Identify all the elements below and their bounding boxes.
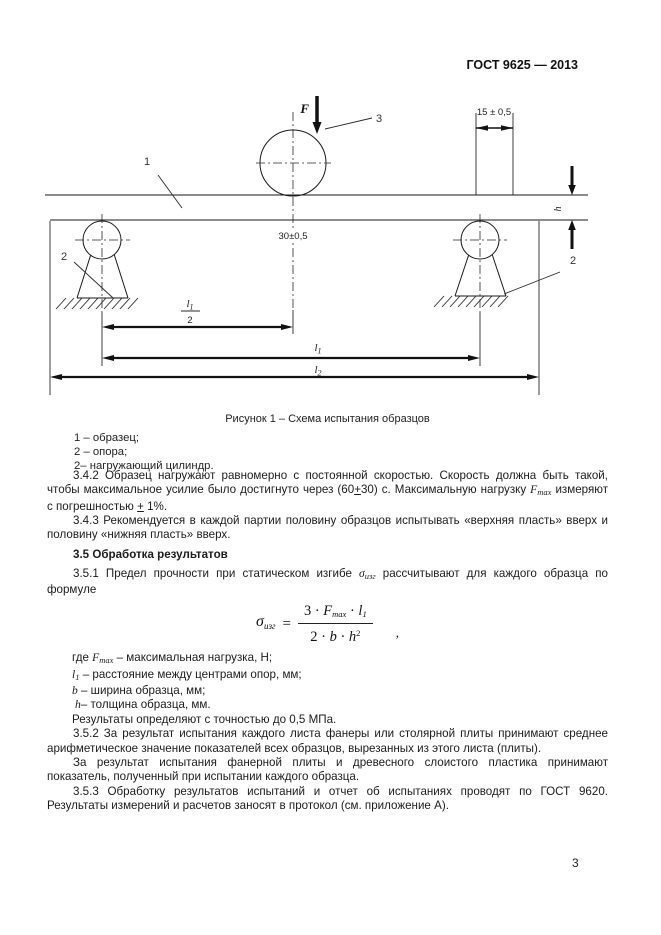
callout-3-label: 3 [376, 113, 383, 125]
figure-caption: Рисунок 1 – Схема испытания образцов [225, 413, 430, 425]
paragraph-3-4-3: 3.4.3 Рекомендуется в каждой партии половину образцов испытывать «верхняя пласть» вверх и половину «нижняя пласть» вверх. [47, 514, 608, 542]
formula-bending-strength: σизг = $\frac{3 \cdot Fmax \cdot l1}{2 \cdot b \cdot h^2}$ , [256, 602, 399, 646]
force-arrow [299, 96, 321, 134]
svg-text:l1: $l_1$ [186, 298, 194, 312]
specimen-callout [144, 156, 182, 208]
callout-2-left-label: 2 [60, 251, 68, 263]
dimension-30-label: 30±0,5 [278, 231, 308, 242]
page-number: 3 [572, 856, 579, 870]
dimension-thickness [553, 166, 576, 249]
paragraph-3-4-2: 3.4.2 Образец нагружают равномерно с постоянной скоростью. Скорость должна быть такой, чтобы максимальное усилие было достигнуто через (60+30) с. Максимальную нагрузку Fmax измеряют с погрешностью + 1%. [47, 469, 609, 513]
cylinder-callout [325, 113, 382, 129]
support-callout-right [504, 255, 576, 294]
heading-3-5: 3.5 Обработка результатов [73, 547, 228, 561]
thickness-label: h [553, 206, 564, 212]
figure-diagram [0, 88, 661, 400]
legend-item: 1 – образец; [74, 432, 139, 444]
formula-numerator: 3 · Fmax · l1 [298, 604, 373, 624]
svg-text:l2: $l_2$ [314, 364, 322, 378]
formula-denominator: $2 \cdot b \cdot h^2$ [310, 628, 361, 646]
paragraph-3-5-3: 3.5.3 Обработку результатов испытаний и отчет об испытаниях проводят по ГОСТ 9620. Результаты измерений и расчетов заносят в протокол (см. приложение А). [47, 784, 608, 812]
formula-lhs: σизг [256, 612, 276, 631]
definition-l1: l1 – расстояние между центрами опор, мм; [72, 667, 302, 682]
dimension-l2 [50, 364, 539, 380]
paragraph-accuracy: Результаты определяют с точностью до 0,5 МПа. [72, 712, 337, 726]
figure-legend [74, 431, 214, 474]
definition-b: b – ширина образца, мм; [72, 684, 206, 698]
paragraph-3-5-2: 3.5.2 За результат испытания каждого листа фанеры или столярной плиты принимают среднее арифметическое значение показателей всех образцов, вырезанных из этого листа (плиты). [47, 727, 608, 755]
dimension-15 [476, 107, 513, 195]
formula-fraction [298, 604, 373, 645]
left-support [56, 214, 138, 366]
dimension-l1 [102, 342, 480, 361]
definition-h: h– толщина образца, мм. [75, 698, 211, 712]
svg-text:2: 2 [187, 315, 193, 326]
dimension-30 [270, 229, 316, 242]
definition-fmax: где Fmax – максимальная нагрузка, Н; [72, 651, 273, 666]
legend-item: 2– нагружающий цилиндр. [74, 460, 214, 473]
body-text [47, 469, 608, 813]
dimension-l1-half [102, 298, 293, 330]
right-support [434, 214, 508, 366]
svg-text:l1: $l_1$ [314, 342, 322, 356]
paragraph-3-5-2-cont: За результат испытания фанерной плиты и древесного слоистого пластика принимают показатель, полученный при испытании каждого образца. [47, 755, 608, 784]
page-header: ГОСТ 9625 — 2013 [466, 58, 578, 72]
legend-item: 2 – опора; [74, 446, 128, 459]
paragraph-3-5-1: 3.5.1 Предел прочности при статическом изгибе σизг рассчитывают для каждого образца по формуле [47, 567, 609, 597]
dimension-15-label: 15 ± 0,5 [476, 107, 512, 118]
callout-2-right-label: 2 [569, 255, 577, 267]
specimen-beam [45, 195, 588, 220]
callout-1-label: 1 [143, 156, 151, 168]
force-label: F [300, 101, 309, 116]
